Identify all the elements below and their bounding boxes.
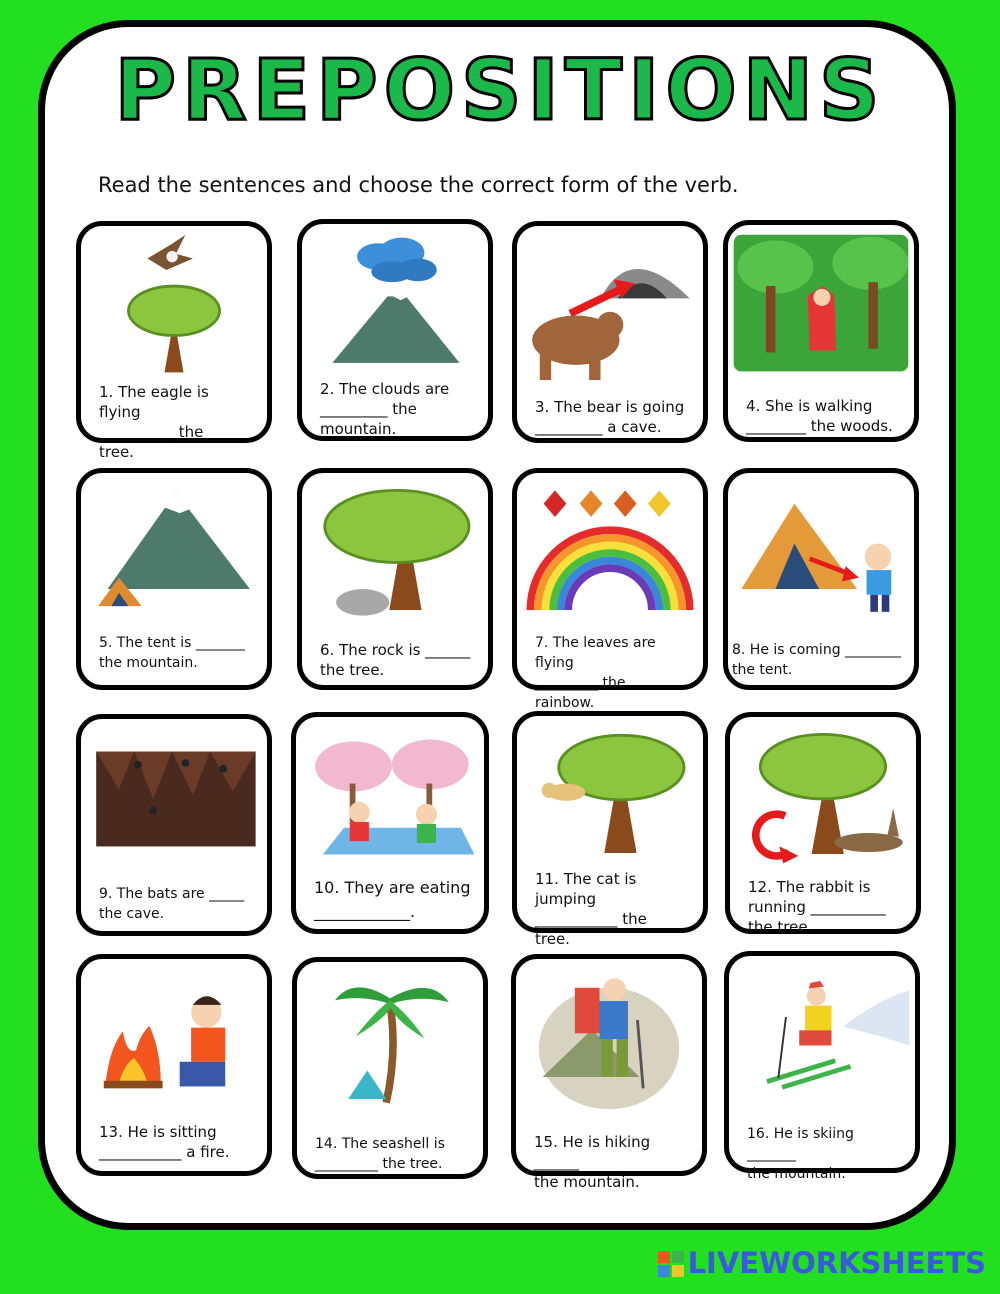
card-10-line-1: 10. They are eating [314,878,471,897]
card-13 [76,954,272,1176]
card-1-line-1: 1. The eagle is flying [99,383,209,421]
card-6 [297,468,493,690]
card-2 [297,219,493,441]
card-11-line-3: tree. [535,930,570,948]
picnic-picture [296,717,484,877]
card-11-line-2: ___________ the [535,910,647,928]
card-7-line-2: _________ the [535,675,626,691]
card-10-line-2: ____________. [314,902,416,921]
card-14-line-2: _________ the tree. [315,1156,443,1172]
card-1 [76,221,272,461]
leaves-rainbow-picture [517,473,703,633]
liveworksheets-logo-text: LIVEWORKSHEETS [687,1246,986,1280]
card-12-line-1: 12. The rabbit is [748,878,871,896]
card-7 [512,468,708,711]
card-1-line-3: tree. [99,443,134,461]
card-2-line-1: 2. The clouds are [320,380,450,398]
liveworksheets-logo-icon [658,1250,684,1276]
card-7-line-3: rainbow. [535,695,595,711]
card-11-line-1: 11. The cat is jumping [535,870,637,908]
card-7-line-1: 7. The leaves are flying [535,635,656,671]
card-8 [723,468,919,690]
bear-cave-picture [517,226,703,386]
card-15-line-1: 15. He is hiking ______ [534,1133,651,1171]
rock-tree-picture [302,473,488,633]
card-6-line-2: the tree. [320,661,385,679]
tent-mountain-picture [81,473,267,633]
seashell-palm-picture [297,962,483,1122]
cat-tree-picture [517,716,703,876]
card-10 [291,712,489,934]
card-1-line-2: __________ the [99,423,204,441]
card-5-line-2: the mountain. [99,655,198,671]
skier-picture [729,956,915,1116]
card-2-line-3: mountain. [320,420,397,438]
card-15-line-2: the mountain. [534,1173,640,1191]
card-16-line-1: 16. He is skiing _______ [747,1126,854,1162]
card-5-line-1: 5. The tent is _______ [99,635,245,651]
card-3-line-1: 3. The bear is going [535,398,685,416]
clouds-mountain-picture [302,224,488,384]
card-13-line-2: ___________ a fire. [99,1143,230,1161]
instruction-text: Read the sentences and choose the correct form of the verb. [98,173,739,197]
card-12-line-3: the tree. [748,918,813,936]
card-3 [512,221,708,443]
card-4-line-2: ________ the woods. [746,417,893,435]
card-8-line-1: 8. He is coming ________ [732,642,902,658]
boy-fire-picture [81,959,267,1119]
card-9-line-1: 9. The bats are _____ [99,886,245,902]
liveworksheets-logo [658,1246,986,1280]
card-8-line-2: the tent. [732,662,793,678]
rabbit-tree-picture [730,717,916,877]
page-title: PREPOSITIONS [114,41,886,139]
card-16 [724,951,920,1182]
card-13-line-1: 13. He is sitting [99,1123,217,1141]
card-11 [512,711,708,948]
hiker-mountain-picture [516,959,702,1119]
eagle-tree-picture [81,226,267,386]
card-12-line-2: running __________ [748,898,886,916]
card-4-line-1: 4. She is walking [746,397,873,415]
card-4 [723,220,919,442]
card-16-line-2: the mountain. [747,1166,846,1182]
card-12 [725,712,921,934]
card-14-line-1: 14. The seashell is [315,1136,445,1152]
card-9-line-2: the cave. [99,906,165,922]
card-5 [76,468,272,690]
card-3-line-2: _________ a cave. [535,418,662,436]
card-9 [76,714,272,936]
card-14 [292,957,488,1179]
girl-woods-picture [728,225,914,385]
card-15 [511,954,707,1191]
boy-tent-picture [728,473,914,633]
bats-cave-picture [81,719,267,879]
card-2-line-2: _________ the [320,400,417,418]
card-6-line-1: 6. The rock is ______ [320,641,471,659]
